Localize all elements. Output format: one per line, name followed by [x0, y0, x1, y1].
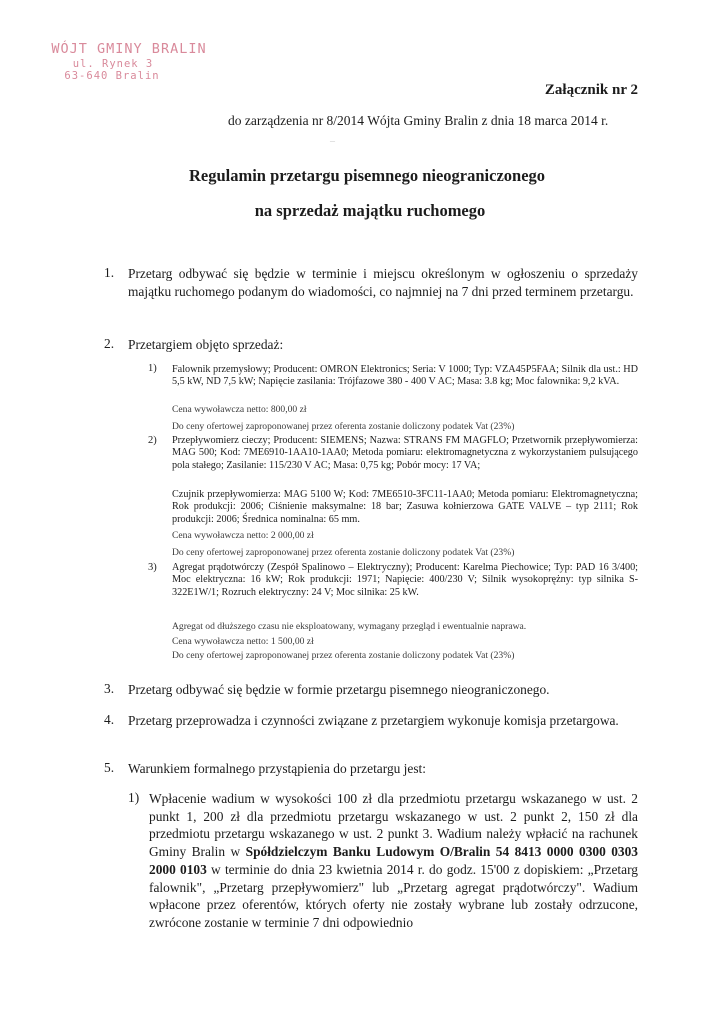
section-2-number: 2. [104, 336, 115, 351]
condition-1-text [149, 790, 638, 932]
item-1-number: 1) [148, 363, 157, 374]
item-3-number: 3) [148, 562, 157, 573]
section-5-text: Warunkiem formalnego przystąpienia do przetargu jest: [128, 761, 426, 776]
section-1-number: 1. [104, 265, 115, 280]
official-stamp [34, 42, 224, 82]
condition-1-text-a: Wpłacenie wadium w wysokości 100 zł dla przedmiotu przetargu wskazanego w ust. 2 punkt 1, 200 zł dla przedmiotu przetargu wskazanego w ust. 2 punkt 2, 150 zł dla przedmiotu przetargu wskazanego w ust. 2 punkt 3. Wadium należy wpłacić na rachunek Gminy Bralin w [149, 791, 638, 860]
stamp-line-city: 63-640 Bralin [64, 69, 160, 82]
item-3-description: Agregat prądotwórczy (Zespół Spalinowo – Elektryczny); Producent: Karelma Piechowice; Typ: PAD 16 3/400; Moc elektryczna: 16 kW; Rok produkcji: 1971; Napięcie: 400/230 V; Silnik wysokoprężny: typ silnika S-322E1W/1; Rozruch elektryczny: 24 V; Moc silnika: 25 kW. [172, 562, 638, 598]
item-2-price: Cena wywoławcza netto: 2 000,00 zł [172, 530, 314, 541]
item-2-vat: Do ceny ofertowej zaproponowanej przez oferenta zostanie doliczony podatek Vat (23%) [172, 547, 515, 558]
item-2-number: 2) [148, 435, 157, 446]
item-3-note: Agregat od dłuższego czasu nie eksploatowany, wymagany przegląd i ewentualnie naprawa. [172, 621, 527, 632]
divider-mark: – [330, 136, 335, 147]
stamp-line-office: WÓJT GMINY BRALIN [51, 41, 207, 57]
stamp-line-street: ul. Rynek 3 [72, 57, 154, 70]
section-1-text: Przetarg odbywać się będzie w terminie i miejscu określonym w ogłoszeniu o sprzedaży majątku ruchomego podanym do wiadomości, co najmniej na 7 dni przed terminem przetargu. [128, 266, 638, 299]
item-3-vat: Do ceny ofertowej zaproponowanej przez oferenta zostanie doliczony podatek Vat (23%) [172, 650, 515, 661]
item-3-price: Cena wywoławcza netto: 1 500,00 zł [172, 636, 314, 647]
document-title-line2: na sprzedaż majątku ruchomego [254, 201, 486, 220]
section-2-text: Przetargiem objęto sprzedaż: [128, 337, 284, 352]
section-4-number: 4. [104, 712, 115, 727]
annex-label: Załącznik nr 2 [544, 82, 638, 98]
condition-1-text-b: w terminie do dnia 23 kwietnia 2014 r. do godz. 15'00 z dopiskiem: „Przetarg falownik", „Przetarg przepływomierz" lub „Przetarg agregat prądotwórczy". Wadium wpłacone przez oferentów, których oferty nie zostały wybrane lub zostały odrzucone, zwrócone zostanie w terminie 7 dni odpowiednio [149, 861, 638, 930]
section-3-text: Przetarg odbywać się będzie w formie przetargu pisemnego nieograniczonego. [128, 682, 550, 697]
ordinance-reference: do zarządzenia nr 8/2014 Wójta Gminy Bralin z dnia 18 marca 2014 r. [228, 113, 609, 128]
item-1-vat: Do ceny ofertowej zaproponowanej przez oferenta zostanie doliczony podatek Vat (23%) [172, 421, 515, 432]
item-1-description: Falownik przemysłowy; Producent: OMRON Elektronics; Seria: V 1000; Typ: VZA45P5FAA; Silnik dla ust.: HD 5,5 kW, ND 7,5 kW; Napięcie zasilania: Trójfazowe 380 - 400 V AC; Masa: 3.8 kg; Moc falownika: 9,2 kVA. [172, 364, 638, 388]
section-5-number: 5. [104, 760, 115, 775]
item-2-sensor-description: Czujnik przepływomierza: MAG 5100 W; Kod: 7ME6510-3FC11-1AA0; Metoda pomiaru: Elektromagnetyczna; Rok produkcji: 2006; Ciśnienie maksymalne: 18 bar; Zasuwa kołnierzowa GATE VALVE – typ 2111; Rok produkcji: 2006; Średnica nominalna: 65 mm. [172, 489, 638, 525]
document-title: Regulamin przetargu pisemnego nieograniczonego [188, 166, 546, 185]
item-1-price: Cena wywoławcza netto: 800,00 zł [172, 404, 307, 415]
condition-1-number: 1) [128, 790, 140, 805]
section-3-number: 3. [104, 681, 115, 696]
section-4-text: Przetarg przeprowadza i czynności związane z przetargiem wykonuje komisja przetargowa. [128, 713, 619, 728]
item-2-description: Przepływomierz cieczy; Producent: SIEMENS; Nazwa: STRANS FM MAGFLO; Przetwornik przepływomierza: MAG 500; Kod: 7ME6910-1AA10-1AA0; Metoda pomiaru: elektromagnetyczna z wykorzystaniem pulsującego pola stałego; Zasilanie: 115/230 V AC; Masa: 0,75 kg; Pobór mocy: 17 VA; [172, 435, 638, 471]
bank-account: Spółdzielczym Banku Ludowym O/Bralin 54 8413 0000 0300 0303 2000 0103 [149, 844, 638, 877]
